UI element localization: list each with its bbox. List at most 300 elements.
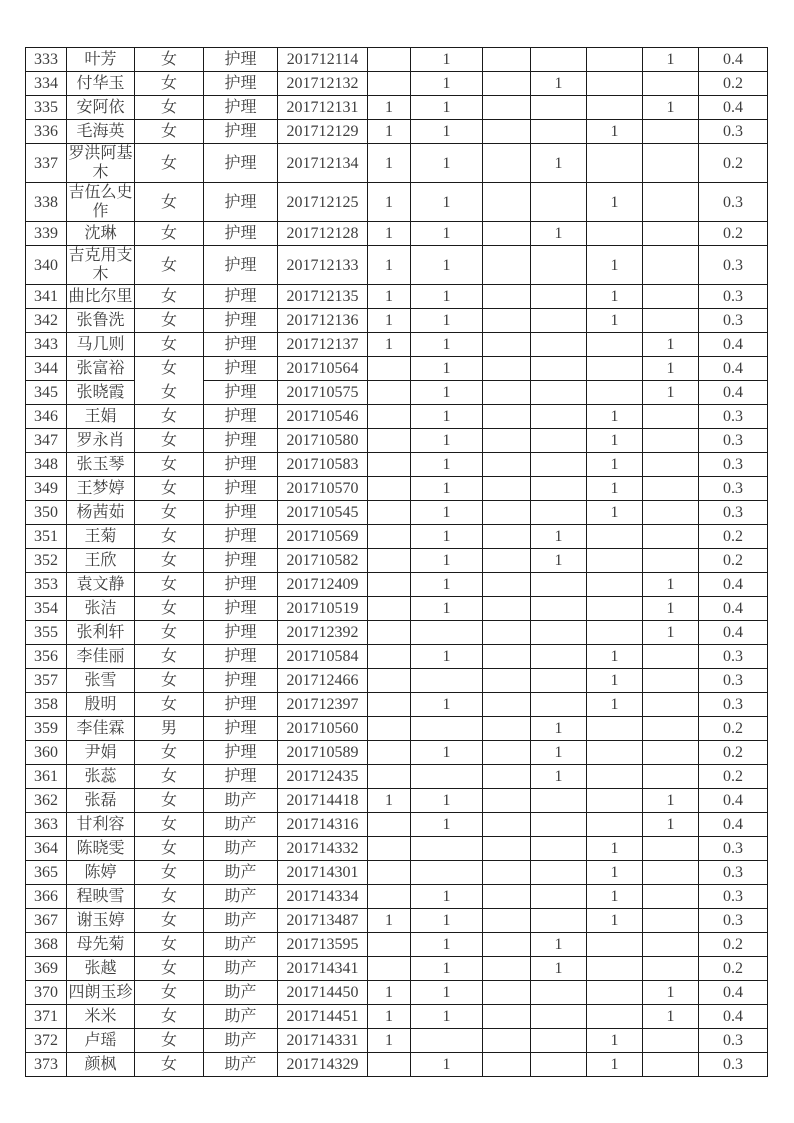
cell-score: 0.4: [699, 813, 768, 837]
cell-major: 助产: [204, 885, 278, 909]
cell-student-name: 殷明: [67, 693, 135, 717]
cell-mark-3: [483, 48, 531, 72]
cell-mark-2: [411, 1029, 483, 1053]
cell-mark-4: [531, 909, 587, 933]
cell-mark-2: 1: [411, 381, 483, 405]
cell-mark-3: [483, 981, 531, 1005]
cell-mark-3: [483, 837, 531, 861]
cell-mark-6: [643, 645, 699, 669]
cell-mark-4: [531, 405, 587, 429]
cell-student-name: 米米: [67, 1005, 135, 1029]
cell-mark-1: [368, 525, 411, 549]
cell-mark-1: [368, 885, 411, 909]
cell-mark-6: 1: [643, 96, 699, 120]
cell-mark-6: [643, 429, 699, 453]
cell-mark-5: 1: [587, 837, 643, 861]
cell-student-id: 201712409: [278, 573, 368, 597]
cell-student-name: 张晓霞: [67, 381, 135, 405]
cell-mark-6: [643, 525, 699, 549]
cell-mark-1: [368, 741, 411, 765]
cell-mark-3: [483, 72, 531, 96]
cell-mark-3: [483, 813, 531, 837]
cell-student-id: 201713595: [278, 933, 368, 957]
cell-student-name: 王菊: [67, 525, 135, 549]
cell-student-name: 陈晓雯: [67, 837, 135, 861]
cell-mark-5: 1: [587, 861, 643, 885]
table-row: [26, 72, 768, 96]
cell-gender: 女: [135, 693, 204, 717]
cell-mark-6: [643, 120, 699, 144]
cell-mark-3: [483, 120, 531, 144]
cell-mark-2: 1: [411, 333, 483, 357]
cell-row-number: 360: [26, 741, 67, 765]
cell-mark-3: [483, 717, 531, 741]
cell-mark-1: [368, 837, 411, 861]
cell-gender: 女: [135, 789, 204, 813]
table-row: [26, 885, 768, 909]
cell-mark-4: [531, 693, 587, 717]
cell-major: 护理: [204, 222, 278, 246]
cell-score: 0.2: [699, 525, 768, 549]
cell-mark-3: [483, 144, 531, 183]
cell-major: 护理: [204, 246, 278, 285]
cell-mark-2: 1: [411, 813, 483, 837]
cell-mark-4: [531, 813, 587, 837]
cell-score: 0.2: [699, 717, 768, 741]
cell-score: 0.3: [699, 120, 768, 144]
cell-gender: 女: [135, 309, 204, 333]
cell-gender: 女: [135, 549, 204, 573]
cell-major: 护理: [204, 48, 278, 72]
cell-mark-6: [643, 477, 699, 501]
cell-row-number: 363: [26, 813, 67, 837]
cell-score: 0.4: [699, 621, 768, 645]
cell-score: 0.4: [699, 96, 768, 120]
cell-student-name: 罗洪阿基木: [68, 145, 133, 181]
cell-mark-4: [531, 669, 587, 693]
cell-gender: 女: [135, 669, 204, 693]
cell-major: 护理: [204, 525, 278, 549]
cell-student-name: 卢瑶: [67, 1029, 135, 1053]
student-roster-table: [25, 47, 768, 1077]
cell-mark-3: [483, 501, 531, 525]
cell-gender: 女: [135, 813, 204, 837]
cell-mark-2: [411, 765, 483, 789]
cell-mark-5: 1: [587, 1029, 643, 1053]
cell-mark-2: 1: [411, 477, 483, 501]
cell-mark-5: 1: [587, 309, 643, 333]
cell-row-number: 333: [26, 48, 67, 72]
cell-mark-1: [368, 549, 411, 573]
cell-mark-5: [587, 597, 643, 621]
cell-mark-1: 1: [368, 96, 411, 120]
cell-mark-2: 1: [411, 72, 483, 96]
cell-mark-4: [531, 453, 587, 477]
cell-student-name: 曲比尔里: [67, 285, 135, 309]
cell-major: 助产: [204, 957, 278, 981]
cell-mark-2: 1: [411, 957, 483, 981]
cell-student-id: 201712466: [278, 669, 368, 693]
cell-row-number: 365: [26, 861, 67, 885]
cell-score: 0.3: [699, 477, 768, 501]
cell-mark-1: [368, 501, 411, 525]
cell-row-number: 358: [26, 693, 67, 717]
cell-row-number: 364: [26, 837, 67, 861]
cell-mark-5: [587, 222, 643, 246]
cell-mark-1: 1: [368, 333, 411, 357]
cell-score: 0.3: [699, 183, 768, 222]
cell-student-id: 201710546: [278, 405, 368, 429]
cell-mark-1: 1: [368, 309, 411, 333]
table-row: [26, 813, 768, 837]
cell-student-name: 张富裕: [67, 357, 135, 381]
cell-major: 护理: [204, 669, 278, 693]
cell-gender: 女: [135, 885, 204, 909]
cell-mark-5: 1: [587, 120, 643, 144]
cell-mark-5: [587, 981, 643, 1005]
cell-student-id: 201710519: [278, 597, 368, 621]
cell-mark-3: [483, 885, 531, 909]
cell-mark-5: 1: [587, 183, 643, 222]
cell-student-id: 201713487: [278, 909, 368, 933]
cell-mark-4: [531, 183, 587, 222]
cell-gender: 女: [135, 381, 204, 405]
cell-mark-5: [587, 789, 643, 813]
cell-gender: 女: [135, 120, 204, 144]
cell-mark-6: [643, 837, 699, 861]
cell-major: 护理: [204, 549, 278, 573]
cell-mark-3: [483, 285, 531, 309]
cell-mark-5: [587, 381, 643, 405]
cell-mark-4: [531, 120, 587, 144]
cell-row-number: 368: [26, 933, 67, 957]
cell-mark-4: 1: [531, 717, 587, 741]
cell-gender: 女: [135, 1053, 204, 1077]
cell-mark-4: [531, 285, 587, 309]
cell-gender: 女: [135, 48, 204, 72]
cell-mark-1: 1: [368, 246, 411, 285]
cell-mark-1: [368, 72, 411, 96]
cell-gender: 女: [135, 357, 204, 381]
cell-mark-6: 1: [643, 789, 699, 813]
cell-student-id: 201714301: [278, 861, 368, 885]
cell-score: 0.2: [699, 765, 768, 789]
cell-mark-4: 1: [531, 957, 587, 981]
cell-mark-2: [411, 669, 483, 693]
cell-mark-2: [411, 837, 483, 861]
cell-row-number: 361: [26, 765, 67, 789]
cell-mark-5: [587, 549, 643, 573]
cell-mark-3: [483, 573, 531, 597]
cell-score: 0.4: [699, 1005, 768, 1029]
cell-student-id: 201710545: [278, 501, 368, 525]
cell-mark-6: [643, 957, 699, 981]
cell-student-id: 201712128: [278, 222, 368, 246]
cell-mark-2: 1: [411, 285, 483, 309]
cell-row-number: 338: [26, 183, 67, 222]
cell-mark-2: [411, 621, 483, 645]
cell-mark-6: 1: [643, 1005, 699, 1029]
cell-row-number: 341: [26, 285, 67, 309]
cell-mark-2: 1: [411, 933, 483, 957]
cell-mark-3: [483, 381, 531, 405]
cell-mark-5: 1: [587, 246, 643, 285]
cell-mark-4: [531, 1053, 587, 1077]
cell-row-number: 372: [26, 1029, 67, 1053]
cell-mark-6: [643, 909, 699, 933]
cell-mark-2: 1: [411, 501, 483, 525]
cell-major: 助产: [204, 837, 278, 861]
cell-mark-3: [483, 789, 531, 813]
cell-mark-1: 1: [368, 789, 411, 813]
cell-row-number: 355: [26, 621, 67, 645]
cell-mark-6: 1: [643, 981, 699, 1005]
cell-mark-3: [483, 222, 531, 246]
table-row: [26, 357, 768, 381]
cell-mark-2: 1: [411, 885, 483, 909]
cell-row-number: 353: [26, 573, 67, 597]
cell-gender: 女: [135, 933, 204, 957]
cell-score: 0.3: [699, 429, 768, 453]
cell-mark-1: 1: [368, 120, 411, 144]
cell-major: 助产: [204, 789, 278, 813]
cell-mark-1: [368, 645, 411, 669]
cell-gender: 女: [135, 957, 204, 981]
cell-mark-4: 1: [531, 741, 587, 765]
cell-mark-4: [531, 885, 587, 909]
cell-mark-2: 1: [411, 144, 483, 183]
cell-mark-1: [368, 813, 411, 837]
cell-gender: 女: [135, 285, 204, 309]
cell-student-name: 张洁: [67, 597, 135, 621]
cell-student-name: 付华玉: [67, 72, 135, 96]
table-row: [26, 405, 768, 429]
cell-student-name: 安阿依: [67, 96, 135, 120]
cell-mark-2: 1: [411, 645, 483, 669]
cell-mark-6: [643, 246, 699, 285]
cell-major: 护理: [204, 645, 278, 669]
table-row: [26, 120, 768, 144]
cell-mark-2: 1: [411, 573, 483, 597]
cell-mark-1: [368, 453, 411, 477]
cell-mark-5: 1: [587, 885, 643, 909]
cell-mark-1: 1: [368, 1005, 411, 1029]
table-row: [26, 222, 768, 246]
cell-mark-2: 1: [411, 48, 483, 72]
cell-mark-3: [483, 183, 531, 222]
cell-major: 助产: [204, 1005, 278, 1029]
cell-mark-2: 1: [411, 909, 483, 933]
cell-mark-5: [587, 48, 643, 72]
cell-mark-4: 1: [531, 72, 587, 96]
cell-score: 0.2: [699, 549, 768, 573]
table-row: [26, 741, 768, 765]
cell-mark-2: [411, 717, 483, 741]
cell-row-number: 369: [26, 957, 67, 981]
cell-mark-3: [483, 621, 531, 645]
cell-mark-4: [531, 645, 587, 669]
cell-mark-3: [483, 549, 531, 573]
cell-mark-1: 1: [368, 144, 411, 183]
cell-major: 护理: [204, 573, 278, 597]
table-row: [26, 1053, 768, 1077]
table-row: [26, 453, 768, 477]
cell-mark-1: 1: [368, 222, 411, 246]
cell-mark-4: [531, 96, 587, 120]
cell-score: 0.3: [699, 693, 768, 717]
cell-gender: 女: [135, 96, 204, 120]
cell-major: 护理: [204, 333, 278, 357]
cell-student-name: 李佳霖: [67, 717, 135, 741]
cell-row-number: 337: [26, 144, 67, 183]
cell-mark-1: 1: [368, 285, 411, 309]
cell-gender: 女: [135, 405, 204, 429]
student-roster-body: [26, 48, 768, 1077]
cell-mark-3: [483, 765, 531, 789]
cell-student-name: 袁文静: [67, 573, 135, 597]
cell-mark-2: 1: [411, 183, 483, 222]
cell-student-name: 母先菊: [67, 933, 135, 957]
cell-mark-3: [483, 477, 531, 501]
cell-student-name: 毛海英: [67, 120, 135, 144]
cell-student-name: 李佳丽: [67, 645, 135, 669]
cell-student-id: 201712125: [278, 183, 368, 222]
cell-mark-5: 1: [587, 477, 643, 501]
table-row: [26, 837, 768, 861]
cell-mark-1: [368, 669, 411, 693]
cell-mark-4: 1: [531, 933, 587, 957]
cell-student-id: 201710560: [278, 717, 368, 741]
table-row: [26, 909, 768, 933]
cell-row-number: 373: [26, 1053, 67, 1077]
cell-row-number: 352: [26, 549, 67, 573]
cell-score: 0.3: [699, 861, 768, 885]
cell-mark-4: [531, 357, 587, 381]
cell-row-number: 357: [26, 669, 67, 693]
cell-gender: 女: [135, 144, 204, 183]
cell-mark-1: [368, 933, 411, 957]
cell-gender: 女: [135, 765, 204, 789]
cell-mark-6: [643, 861, 699, 885]
cell-student-id: 201714450: [278, 981, 368, 1005]
cell-mark-3: [483, 669, 531, 693]
cell-mark-4: [531, 309, 587, 333]
cell-mark-4: [531, 477, 587, 501]
cell-row-number: 367: [26, 909, 67, 933]
cell-mark-5: [587, 741, 643, 765]
cell-mark-4: [531, 981, 587, 1005]
cell-score: 0.4: [699, 789, 768, 813]
cell-mark-4: [531, 1005, 587, 1029]
cell-mark-5: 1: [587, 405, 643, 429]
cell-student-name: 张利轩: [67, 621, 135, 645]
cell-mark-6: 1: [643, 333, 699, 357]
cell-student-id: 201710582: [278, 549, 368, 573]
cell-mark-6: [643, 669, 699, 693]
table-row: [26, 549, 768, 573]
cell-major: 护理: [204, 453, 278, 477]
table-row: [26, 1029, 768, 1053]
cell-score: 0.4: [699, 333, 768, 357]
cell-mark-2: 1: [411, 981, 483, 1005]
cell-mark-6: [643, 72, 699, 96]
table-row: [26, 957, 768, 981]
cell-gender: 女: [135, 222, 204, 246]
cell-mark-4: 1: [531, 765, 587, 789]
cell-score: 0.3: [699, 405, 768, 429]
cell-student-name: 马几则: [67, 333, 135, 357]
cell-mark-1: [368, 381, 411, 405]
cell-student-id: 201712114: [278, 48, 368, 72]
cell-student-name: 甘利容: [67, 813, 135, 837]
cell-row-number: 347: [26, 429, 67, 453]
cell-mark-4: [531, 48, 587, 72]
cell-mark-2: 1: [411, 357, 483, 381]
table-row: [26, 501, 768, 525]
cell-student-id: 201712392: [278, 621, 368, 645]
cell-mark-6: [643, 222, 699, 246]
cell-mark-3: [483, 246, 531, 285]
cell-gender: 女: [135, 72, 204, 96]
cell-student-name: 沈琳: [67, 222, 135, 246]
cell-mark-1: 1: [368, 1029, 411, 1053]
cell-score: 0.4: [699, 981, 768, 1005]
cell-major: 护理: [204, 381, 278, 405]
table-row: [26, 861, 768, 885]
cell-score: 0.3: [699, 885, 768, 909]
cell-mark-3: [483, 933, 531, 957]
cell-row-number: 335: [26, 96, 67, 120]
cell-mark-2: 1: [411, 1053, 483, 1077]
table-row: [26, 981, 768, 1005]
cell-score: 0.4: [699, 48, 768, 72]
cell-mark-3: [483, 693, 531, 717]
cell-gender: 女: [135, 597, 204, 621]
cell-mark-1: [368, 429, 411, 453]
cell-student-name: 张鲁洗: [67, 309, 135, 333]
cell-mark-2: 1: [411, 549, 483, 573]
cell-score: 0.2: [699, 957, 768, 981]
cell-mark-5: [587, 717, 643, 741]
cell-score: 0.3: [699, 1053, 768, 1077]
cell-major: 护理: [204, 183, 278, 222]
cell-mark-1: [368, 693, 411, 717]
cell-mark-1: [368, 48, 411, 72]
table-row: [26, 669, 768, 693]
cell-mark-3: [483, 525, 531, 549]
cell-major: 护理: [204, 357, 278, 381]
table-row: [26, 717, 768, 741]
table-row: [26, 144, 768, 183]
cell-mark-4: 1: [531, 222, 587, 246]
cell-mark-5: 1: [587, 453, 643, 477]
cell-score: 0.2: [699, 222, 768, 246]
cell-gender: 女: [135, 429, 204, 453]
cell-mark-6: [643, 405, 699, 429]
cell-student-id: 201714418: [278, 789, 368, 813]
cell-mark-4: [531, 837, 587, 861]
cell-student-id: 201714331: [278, 1029, 368, 1053]
cell-score: 0.3: [699, 285, 768, 309]
table-row: [26, 477, 768, 501]
cell-student-id: 201712397: [278, 693, 368, 717]
cell-mark-4: [531, 861, 587, 885]
cell-student-name: 吉克用支木: [68, 247, 133, 283]
cell-mark-1: [368, 717, 411, 741]
cell-score: 0.3: [699, 645, 768, 669]
cell-score: 0.3: [699, 453, 768, 477]
cell-student-id: 201712134: [278, 144, 368, 183]
